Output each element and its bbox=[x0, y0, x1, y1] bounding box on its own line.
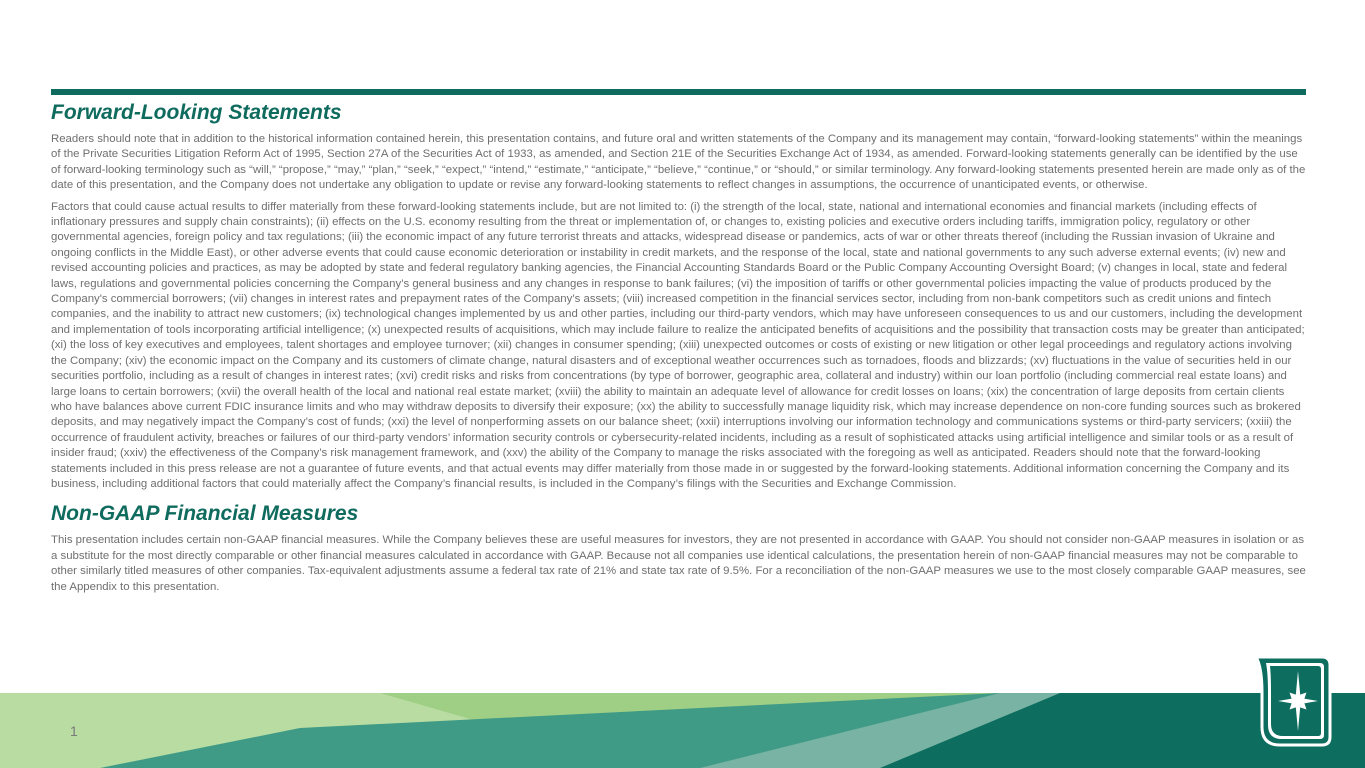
forward-looking-heading: Forward-Looking Statements bbox=[51, 101, 342, 124]
forward-looking-paragraph-1: Readers should note that in addition to the historical information contained herein, this presentation contains, and future oral and written statements of the Company and its management may contain, “forward-looking statements” within the meanings of the Private Securities Litigation Reform Act of 1995, Section 27A of the Securities Act of 1933, as amended, and Section 21E of the Securities Exchange Act of 1934, as amended. Forward-looking statements generally can be identified by the use of forward-looking terminology such as “will,” “propose,” “may,” “plan,” “seek,” “expect,” “intend,” “estimate,” “anticipate,” “believe,” “continue,” or “should,” or similar terminology. Any forward-looking statements presented herein are made only as of the date of this presentation, and the Company does not undertake any obligation to update or revise any forward-looking statements to reflect changes in assumptions, the occurrence of unanticipated events, or otherwise. bbox=[51, 133, 1306, 192]
non-gaap-paragraph: This presentation includes certain non-GAAP financial measures. While the Company believes these are useful measures for investors, they are not presented in accordance with GAAP. You should not consider non-GAAP measures in isolation or as a substitute for the most directly comparable or other financial measures calculated in accordance with GAAP. Because not all companies use identical calculations, the presentation herein of non-GAAP financial measures may not be comparable to other similarly titled measures of other companies. Tax-equivalent adjustments assume a federal tax rate of 21% and state tax rate of 9.5%. For a reconciliation of the non-GAAP measures we use to the most closely comparable GAAP measures, see the Appendix to this presentation. bbox=[51, 534, 1306, 593]
star-shield-logo-icon bbox=[1252, 653, 1334, 749]
page-number: 1 bbox=[70, 723, 78, 739]
forward-looking-paragraph-2: Factors that could cause actual results to differ materially from these forward-looking statements include, but are not limited to: (i) the strength of the local, state, national and international economies and financial markets (including effects of inflationary pressures and supply chain constraints); (ii) effects on the U.S. economy resulting from the threat or implementation of, or changes to, existing policies and executive orders including tariffs, immigration policy, regulatory or other governmental agencies, foreign policy and tax regulations; (iii) the economic impact of any future terrorist threats and attacks, widespread disease or pandemics, acts of war or other threats thereof (including the Russian invasion of Ukraine and ongoing conflicts in the Middle East), or other adverse events that could cause economic deterioration or instability in credit markets, and the response of the local, state and national governments to any such adverse external events; (iv) new and revised accounting policies and practices, as may be adopted by state and federal regulatory banking agencies, the Financial Accounting Standards Board or the Public Company Accounting Oversight Board; (v) changes in local, state and federal laws, regulations and governmental policies concerning the Company’s general business and any changes in response to bank failures; (vi) the imposition of tariffs or other governmental policies impacting the value of products produced by the Company's commercial borrowers; (vii) changes in interest rates and prepayment rates of the Company’s assets; (viii) increased competition in the financial services sector, including from non-bank competitors such as credit unions and fintech companies, and the inability to attract new customers; (ix) technological changes implemented by us and other parties, including our third-party vendors, which may have unforeseen consequences to us and our customers, including the development and implementation of tools incorporating artificial intelligence; (x) unexpected results of acquisitions, which may include failure to realize the anticipated benefits of acquisitions and the possibility that transaction costs may be greater than anticipated; (xi) the loss of key executives and employees, talent shortages and employee turnover; (xii) changes in consumer spending; (xiii) unexpected outcomes or costs of existing or new litigation or other legal proceedings and regulatory actions involving the Company; (xiv) the economic impact on the Company and its customers of climate change, natural disasters and of exceptional weather occurrences such as tornadoes, floods and blizzards; (xv) fluctuations in the value of securities held in our securities portfolio, including as a result of changes in interest rates; (xvi) credit risks and risks from concentrations (by type of borrower, geographic area, collateral and industry) within our loan portfolio (including commercial real estate loans) and large loans to certain borrowers; (xvii) the overall health of the local and national real estate market; (xviii) the ability to maintain an adequate level of allowance for credit losses on loans; (xix) the concentration of large deposits from certain clients who have balances above current FDIC insurance limits and who may withdraw deposits to diversify their exposure; (xx) the ability to successfully manage liquidity risk, which may increase dependence on non-core funding sources such as brokered deposits, and may negatively impact the Company’s cost of funds; (xxi) the level of nonperforming assets on our balance sheet; (xxii) interruptions involving our information technology and communications systems or third-party servicers; (xxiii) the occurrence of fraudulent activity, breaches or failures of our third-party vendors’ information security controls or cybersecurity-related incidents, including as a result of sophisticated attacks using artificial intelligence and similar tools or as a result of insider fraud; (xxiv) the effectiveness of the Company’s risk management framework, and (xxv) the ability of the Company to manage the risks associated with the foregoing as well as anticipated. Readers should note that the forward-looking statements included in this press release are not a guarantee of future events, and that actual events may differ materially from those made in or suggested by the forward-looking statements. Additional information concerning the Company and its business, including additional factors that could materially affect the Company’s financial results, is included in the Company’s filings with the Securities and Exchange Commission. bbox=[51, 200, 1305, 490]
footer-band bbox=[0, 693, 1365, 768]
document-body bbox=[51, 100, 1306, 601]
top-accent-rule bbox=[51, 89, 1306, 95]
non-gaap-heading: Non-GAAP Financial Measures bbox=[51, 502, 359, 526]
